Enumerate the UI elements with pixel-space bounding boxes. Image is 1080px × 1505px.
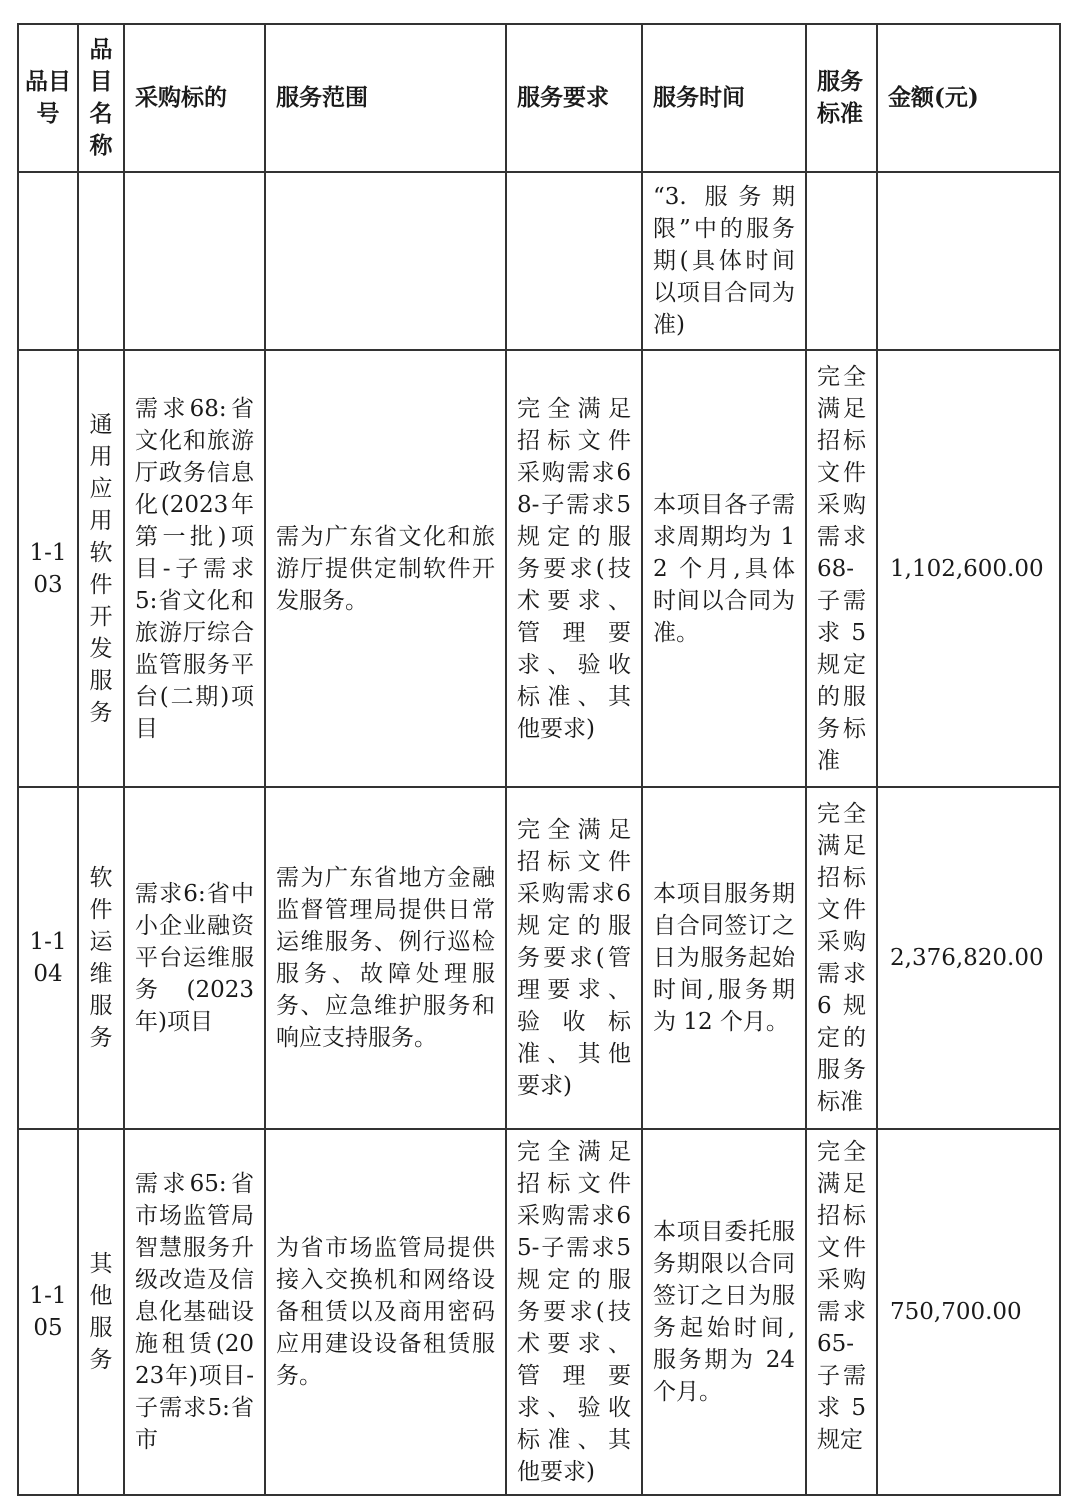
header-row	[18, 24, 1060, 172]
cell-amount	[877, 172, 1060, 350]
header-item-name: 品目名称	[78, 24, 124, 172]
cell-target	[124, 172, 265, 350]
cell-requirement: 完全满足招标文件采购需求68-子需求5规定的服务要求(技术要求、管理要求、验收标准、其他要求)	[506, 350, 642, 787]
cell-scope: 需为广东省地方金融监督管理局提供日常运维服务、例行巡检服务、故障处理服务、应急维护服务和响应支持服务。	[265, 787, 506, 1129]
cell-standard	[806, 172, 877, 350]
header-standard: 服务标准	[806, 24, 877, 172]
header-time: 服务时间	[642, 24, 806, 172]
cell-target: 需求68:省文化和旅游厅政务信息化(2023年第一批)项目-子需求5:省文化和旅游厅综合监管服务平台(二期)项目	[124, 350, 265, 787]
cell-item-no: 1-104	[18, 787, 78, 1129]
cell-target: 需求65:省市场监管局智慧服务升级改造及信息化基础设施租赁(2023年)项目-子需求5:省市	[124, 1129, 265, 1495]
cell-time: 本项目委托服务期限以合同签订之日为服务起始时间,服务期为 24 个月。	[642, 1129, 806, 1495]
cell-standard: 完全满足招标文件采购需求6规定的服务标准	[806, 787, 877, 1129]
cell-time: “3. 服务期限”中的服务期(具体时间以项目合同为准)	[642, 172, 806, 350]
table-row	[18, 1129, 1060, 1495]
header-requirement: 服务要求	[506, 24, 642, 172]
header-scope: 服务范围	[265, 24, 506, 172]
table-row	[18, 350, 1060, 787]
cell-requirement: 完全满足招标文件采购需求6规定的服务要求(管理要求、验收标准、其他要求)	[506, 787, 642, 1129]
header-item-no: 品目号	[18, 24, 78, 172]
cell-item-name: 软件运维服务	[78, 787, 124, 1129]
cell-standard: 完全满足招标文件采购需求68-子需求5规定的服务标准	[806, 350, 877, 787]
cell-scope	[265, 172, 506, 350]
cell-item-no: 1-103	[18, 350, 78, 787]
table-row	[18, 172, 1060, 350]
procurement-table	[17, 23, 1061, 1496]
table-row	[18, 787, 1060, 1129]
cell-time: 本项目各子需求周期均为 12 个月,具体时间以合同为准。	[642, 350, 806, 787]
cell-item-name: 通用应用软件开发服务	[78, 350, 124, 787]
cell-standard: 完全满足招标文件采购需求65-子需求5规定	[806, 1129, 877, 1495]
header-amount: 金额(元)	[877, 24, 1060, 172]
cell-scope: 需为广东省文化和旅游厅提供定制软件开发服务。	[265, 350, 506, 787]
cell-item-no	[18, 172, 78, 350]
cell-item-name: 其他服务	[78, 1129, 124, 1495]
cell-target: 需求6:省中小企业融资平台运维服务(2023年)项目	[124, 787, 265, 1129]
cell-item-name	[78, 172, 124, 350]
cell-requirement	[506, 172, 642, 350]
cell-time: 本项目服务期自合同签订之日为服务起始时间,服务期为 12 个月。	[642, 787, 806, 1129]
cell-item-no: 1-105	[18, 1129, 78, 1495]
cell-amount: 2,376,820.00	[877, 787, 1060, 1129]
cell-amount: 750,700.00	[877, 1129, 1060, 1495]
header-target: 采购标的	[124, 24, 265, 172]
cell-scope: 为省市场监管局提供接入交换机和网络设备租赁以及商用密码应用建设设备租赁服务。	[265, 1129, 506, 1495]
cell-amount: 1,102,600.00	[877, 350, 1060, 787]
cell-requirement: 完全满足招标文件采购需求65-子需求5规定的服务要求(技术要求、管理要求、验收标准、其他要求)	[506, 1129, 642, 1495]
